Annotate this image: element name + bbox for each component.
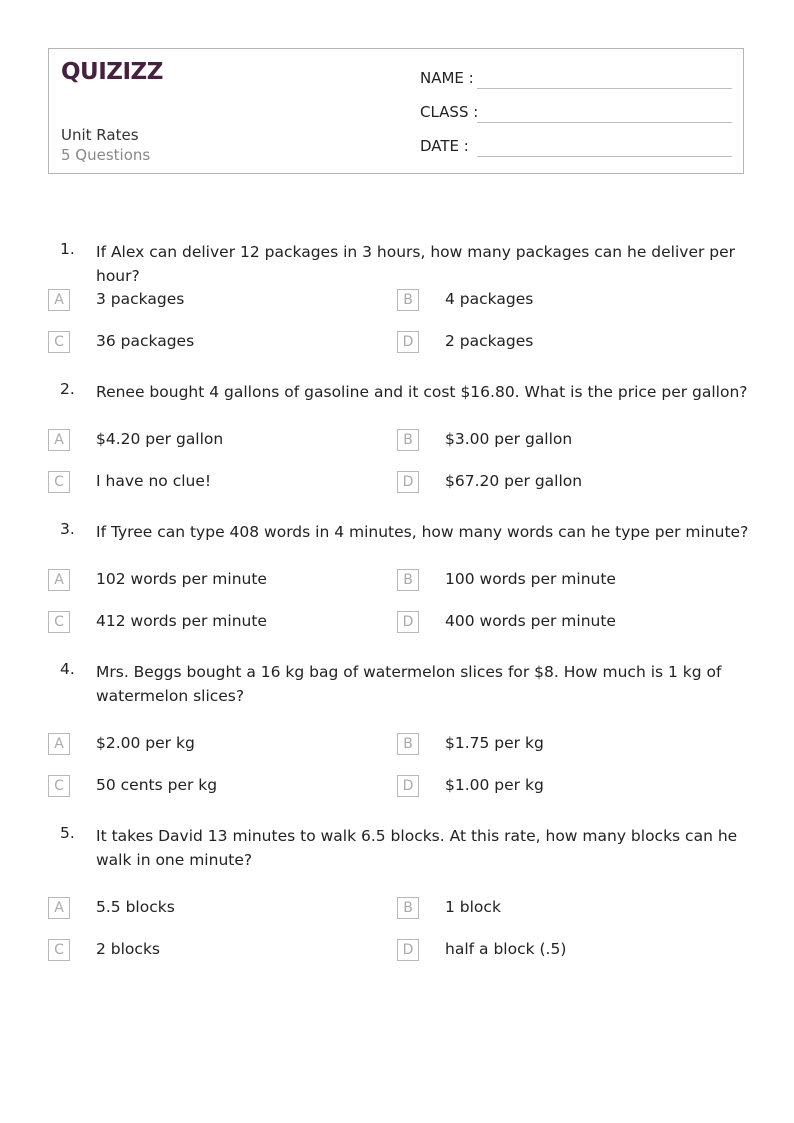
option-text: 4 packages bbox=[445, 290, 534, 308]
option-text: 36 packages bbox=[96, 332, 195, 350]
option-letter-box: C bbox=[48, 939, 70, 961]
option-text: 1 block bbox=[445, 898, 501, 916]
option-letter-box: A bbox=[48, 289, 70, 311]
option-letter-box: A bbox=[48, 429, 70, 451]
option-text: 100 words per minute bbox=[445, 570, 616, 588]
option-letter-box: C bbox=[48, 611, 70, 633]
question-text: If Alex can deliver 12 packages in 3 hours, how many packages can he deliver per hour? bbox=[96, 243, 736, 285]
option-letter-box: D bbox=[397, 611, 419, 633]
question-number: 3. bbox=[60, 520, 75, 538]
option-text: $2.00 per kg bbox=[96, 734, 195, 752]
option-letter-box: B bbox=[397, 289, 419, 311]
question-text: Renee bought 4 gallons of gasoline and it cost $16.80. What is the price per gallon? bbox=[96, 383, 748, 401]
name-label: NAME : bbox=[420, 69, 474, 87]
option-text: $3.00 per gallon bbox=[445, 430, 573, 448]
question-number: 2. bbox=[60, 380, 75, 398]
option-text: 400 words per minute bbox=[445, 612, 616, 630]
option-text: 5.5 blocks bbox=[96, 898, 175, 916]
class-label: CLASS : bbox=[420, 103, 479, 121]
class-line bbox=[477, 122, 732, 123]
option-text: $1.75 per kg bbox=[445, 734, 544, 752]
question-count: 5 Questions bbox=[61, 146, 151, 164]
worksheet-title: Unit Rates bbox=[61, 126, 139, 144]
option-letter-box: B bbox=[397, 429, 419, 451]
option-text: half a block (.5) bbox=[445, 940, 567, 958]
option-text: 102 words per minute bbox=[96, 570, 267, 588]
option-text: $4.20 per gallon bbox=[96, 430, 224, 448]
worksheet-header bbox=[48, 48, 744, 174]
option-letter-box: C bbox=[48, 775, 70, 797]
question-text: If Tyree can type 408 words in 4 minutes, how many words can he type per minute? bbox=[96, 523, 749, 541]
option-letter-box: D bbox=[397, 775, 419, 797]
option-letter-box: C bbox=[48, 331, 70, 353]
option-letter-box: D bbox=[397, 331, 419, 353]
question-text: It takes David 13 minutes to walk 6.5 blocks. At this rate, how many blocks can he walk in one minute? bbox=[96, 827, 738, 869]
question-text: Mrs. Beggs bought a 16 kg bag of watermelon slices for $8. How much is 1 kg of watermelon slices? bbox=[96, 663, 722, 705]
option-letter-box: B bbox=[397, 897, 419, 919]
option-letter-box: A bbox=[48, 897, 70, 919]
option-text: I have no clue! bbox=[96, 472, 212, 490]
option-letter-box: D bbox=[397, 939, 419, 961]
option-text: $67.20 per gallon bbox=[445, 472, 583, 490]
option-text: $1.00 per kg bbox=[445, 776, 544, 794]
option-letter-box: D bbox=[397, 471, 419, 493]
question-number: 4. bbox=[60, 660, 75, 678]
quizizz-logo: QUIZIZZ bbox=[61, 59, 163, 85]
option-text: 50 cents per kg bbox=[96, 776, 218, 794]
option-text: 3 packages bbox=[96, 290, 185, 308]
option-text: 412 words per minute bbox=[96, 612, 267, 630]
option-text: 2 blocks bbox=[96, 940, 160, 958]
date-line bbox=[477, 156, 732, 157]
option-text: 2 packages bbox=[445, 332, 534, 350]
option-letter-box: A bbox=[48, 733, 70, 755]
option-letter-box: C bbox=[48, 471, 70, 493]
question-number: 1. bbox=[60, 240, 75, 258]
option-letter-box: A bbox=[48, 569, 70, 591]
question-number: 5. bbox=[60, 824, 75, 842]
date-label: DATE : bbox=[420, 137, 469, 155]
option-letter-box: B bbox=[397, 569, 419, 591]
option-letter-box: B bbox=[397, 733, 419, 755]
name-line bbox=[477, 88, 732, 89]
